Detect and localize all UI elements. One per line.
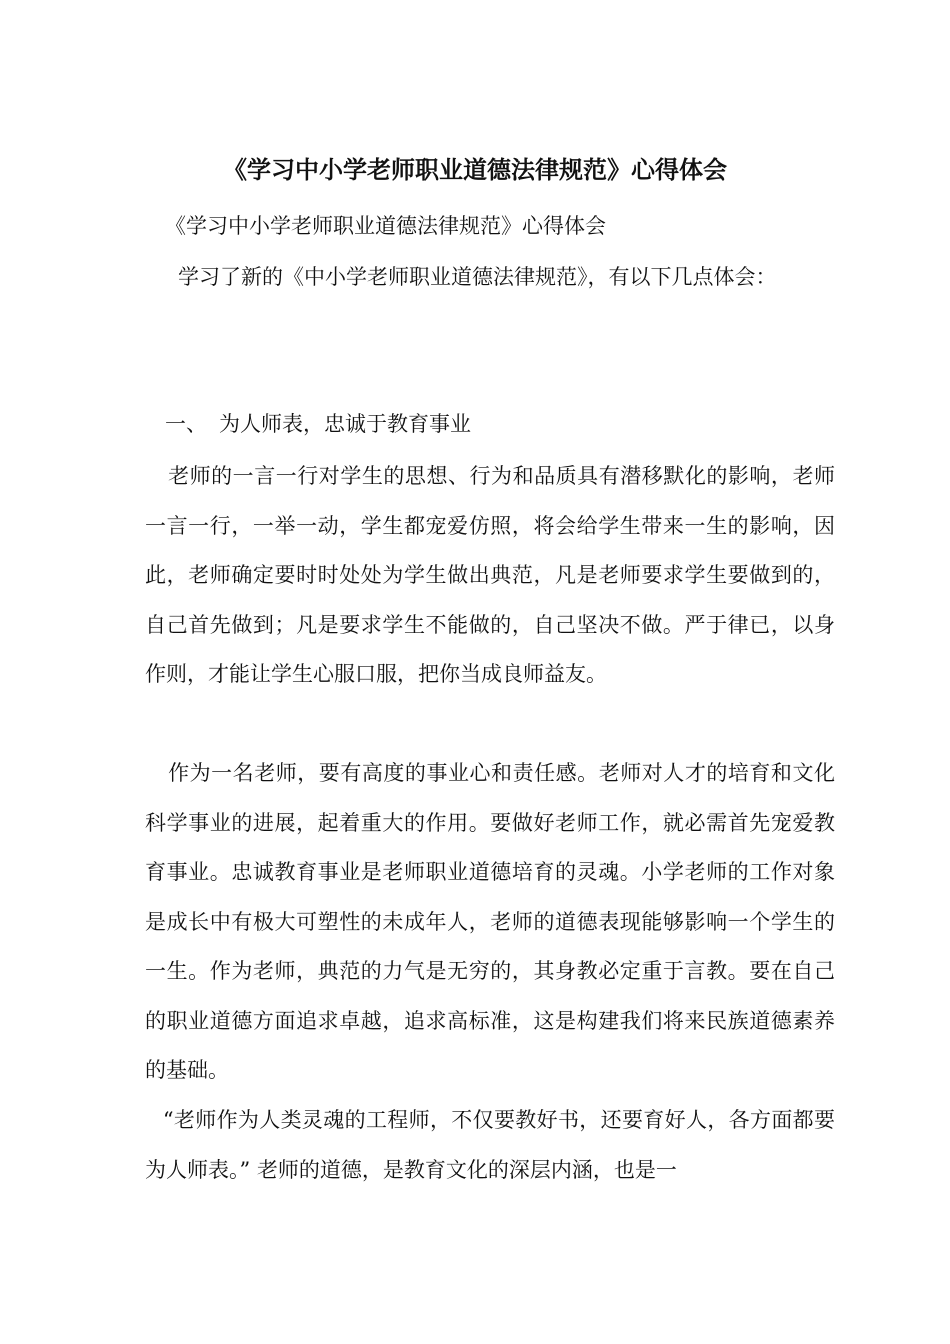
paragraph-3: “老师作为人类灵魂的工程师，不仅要教好书，还要育好人，各方面都要为人师表。” 老师的道德，是教育文化的深层内涵，也是一: [145, 1108, 835, 1182]
paragraph-1: 老师的一言一行对学生的思想、行为和品质具有潜移默化的影响，老师一言一行，一举一动，学生都宠爱仿照，将会给学生带来一生的影响，因此，老师确定要时时处处为学生做出典范，凡是老师要求学生要做到的，自己首先做到；凡是要求学生不能做的，自己坚决不做。严于律已，以身作则，才能让学生心服口服，把你当成良师益友。: [145, 464, 835, 686]
section-heading: [165, 409, 471, 439]
section-heading-text: 为人师表，忠诚于教育事业: [219, 412, 471, 436]
paragraph-2: 作为一名老师，要有高度的事业心和责任感。老师对人才的培育和文化科学事业的进展，起着重大的作用。要做好老师工作，就必需首先宠爱教育事业。忠诚教育事业是老师职业道德培育的灵魂。小学老师的工作对象是成长中有极大可塑性的未成年人，老师的道德表现能够影响一个学生的一生。作为老师，典范的力气是无穷的，其身教必定重于言教。要在自己的职业道德方面追求卓越，追求高标准，这是构建我们将来民族道德素养的基础。: [145, 761, 835, 1082]
document-subtitle: 《学习中小学老师职业道德法律规范》心得体会: [165, 214, 606, 238]
intro-line: 学习了新的《中小学老师职业道德法律规范》，有以下几点体会：: [178, 265, 777, 289]
section-number: 一、: [165, 412, 207, 436]
document-title: 《学习中小学老师职业道德法律规范》心得体会: [223, 156, 727, 184]
